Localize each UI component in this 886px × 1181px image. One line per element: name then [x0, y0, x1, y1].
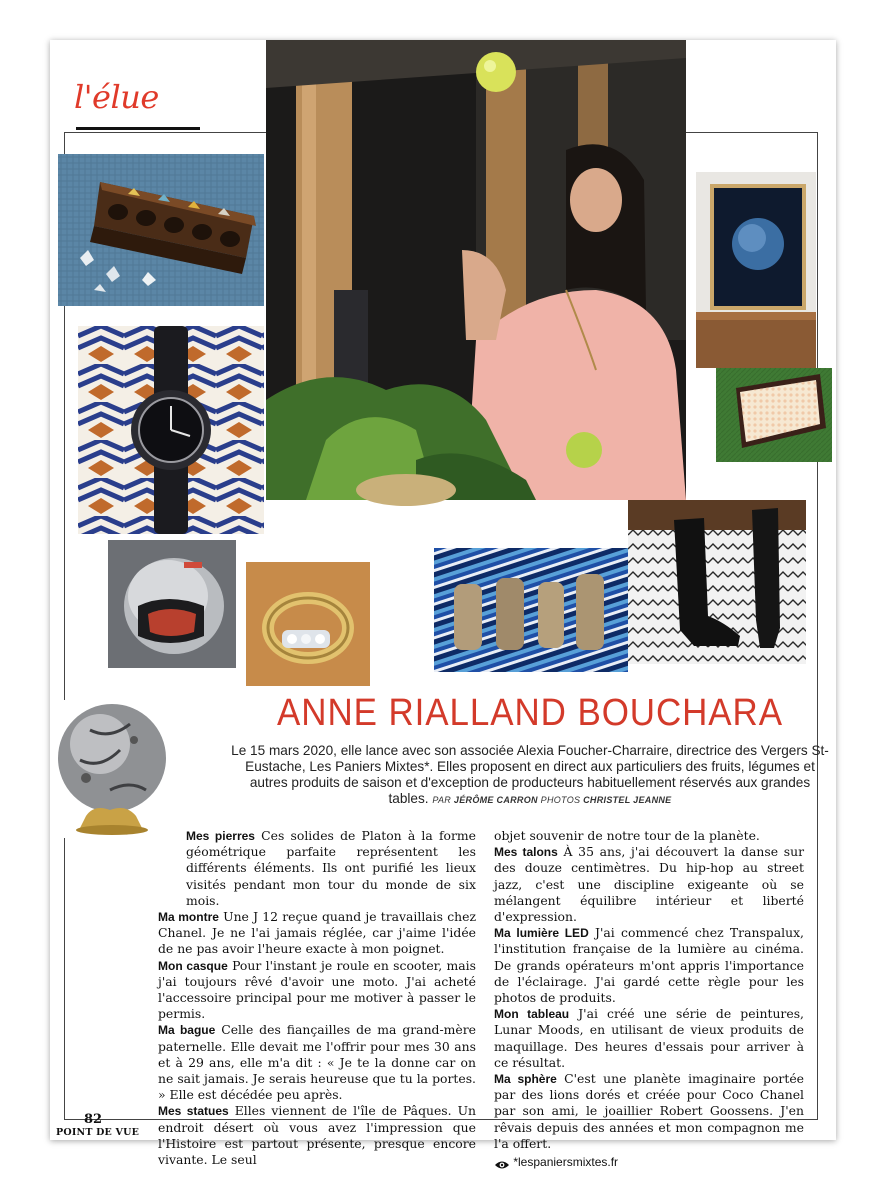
credit-photos: PHOTOS	[540, 795, 581, 805]
article-title: ANNE RIALLAND BOUCHARA	[277, 692, 783, 734]
item-label: Ma bague	[158, 1023, 216, 1038]
item-statues-continued	[494, 828, 804, 844]
item-statues	[158, 1103, 476, 1168]
item-ring	[158, 1022, 476, 1103]
magazine-name: POINT DE VUE	[56, 1127, 140, 1138]
byline	[432, 795, 671, 805]
text-column-left	[158, 828, 476, 1168]
text-column-right	[494, 828, 804, 1170]
item-label: Ma sphère	[494, 1072, 557, 1087]
item-watch	[158, 909, 476, 958]
article-lede	[230, 743, 830, 808]
item-text: J'ai créé une série de peintures, Lunar Moods, en utilisant de vieux produits de maquillage. Des heures d'essais pour arriver à ce résultat.	[494, 1006, 804, 1070]
item-label: Ma lumière LED	[494, 926, 589, 941]
credit-photographer: CHRISTEL JEANNE	[583, 795, 672, 805]
photo-watch	[78, 326, 264, 534]
website-link[interactable]: *lespaniersmixtes.fr	[513, 1155, 619, 1170]
section-tag: l'élue	[74, 78, 159, 116]
item-painting	[494, 1006, 804, 1071]
photo-portrait-main	[266, 40, 686, 500]
item-label: Mes talons	[494, 845, 558, 860]
item-label: Ma montre	[158, 910, 219, 925]
item-text: Une J 12 reçue quand je travaillais chez Chanel. Je ne l'ai jamais réglée, car j'aime l'idée de ne pas avoir l'heure exacte à mon poignet.	[158, 909, 476, 957]
credit-par: PAR	[432, 795, 452, 805]
item-led-light	[494, 925, 804, 1006]
website-line	[494, 1154, 804, 1170]
folio	[56, 1112, 139, 1138]
item-text: À 35 ans, j'ai découvert la danse sur des douze centimètres. Du hip-hop au street jazz, c'est une discipline exigeante où se mélangent équilibre intérieur et liberté d'expression.	[494, 844, 805, 925]
item-stones	[158, 828, 476, 909]
item-text: Elles viennent de l'île de Pâques. Un endroit désert où vous avez l'impression que l'Histoire est partout présente, presque encore vivante. Le seul	[158, 1103, 476, 1168]
item-heels	[494, 844, 804, 925]
photo-boots	[628, 500, 806, 664]
page-number: 82	[84, 1112, 103, 1127]
item-sphere	[494, 1071, 804, 1152]
photo-sphere	[50, 700, 170, 838]
section-tag-rule	[76, 127, 200, 130]
photo-helmet	[108, 540, 236, 668]
credit-author: JÉRÔME CARRON	[453, 795, 538, 805]
magazine-page	[50, 40, 836, 1170]
photo-statues	[434, 548, 628, 672]
item-label: Mes statues	[158, 1104, 229, 1119]
item-label: Mon tableau	[494, 1007, 570, 1022]
item-label: Mon casque	[158, 958, 228, 973]
photo-platonic-solids	[58, 154, 264, 306]
photo-led-light	[716, 368, 832, 462]
item-text: objet souvenir de notre tour de la planète.	[494, 828, 760, 843]
photo-ring	[246, 562, 370, 686]
item-helmet	[158, 958, 476, 1023]
item-text: Ces solides de Platon à la forme géométrique parfaite représentent les différents éléments. Ils ont purifié les lieux visités pendant mon tour du monde de six mois.	[186, 828, 477, 908]
lede-text: Le 15 mars 2020, elle lance avec son associée Alexia Foucher-Charraire, directrice des Vergers St-Eustache, Les Paniers Mixtes*. Elles proposent en direct aux particuliers des fruits, légumes et autres produits de saison et d'exception de producteurs habituellement réservés aux grandes tables.	[231, 743, 829, 806]
item-label: Mes pierres	[186, 829, 255, 843]
photo-painting	[696, 172, 816, 368]
item-text: Pour l'instant je roule en scooter, mais j'ai toujours rêvé d'avoir une moto. J'ai acheté l'accessoire principal pour me motiver à passer le permis.	[158, 957, 476, 1022]
eye-icon	[494, 1158, 510, 1168]
item-text: Celle des fiançailles de ma grand-mère paternelle. Elle devait me l'offrir pour mes 30 ans et à 29 ans, elle m'a dit : « Je te la donne car on ne sait jamais. Je serais heureuse que tu la portes. » Elle est décédée peu après.	[158, 1022, 477, 1103]
item-text: J'ai commencé chez Transpalux, l'institution française de la lumière au cinéma. De grands opérateurs m'ont appris l'importance de l'éclairage. J'ai gardé cette règle pour les photos de produits.	[494, 925, 804, 1006]
item-text: C'est une planète imaginaire portée par des lions dorés et créée pour Coco Chanel par son ami, le joaillier Robert Goossens. J'en rêvais depuis des années et mon compagnon me l'a offert.	[494, 1071, 804, 1151]
